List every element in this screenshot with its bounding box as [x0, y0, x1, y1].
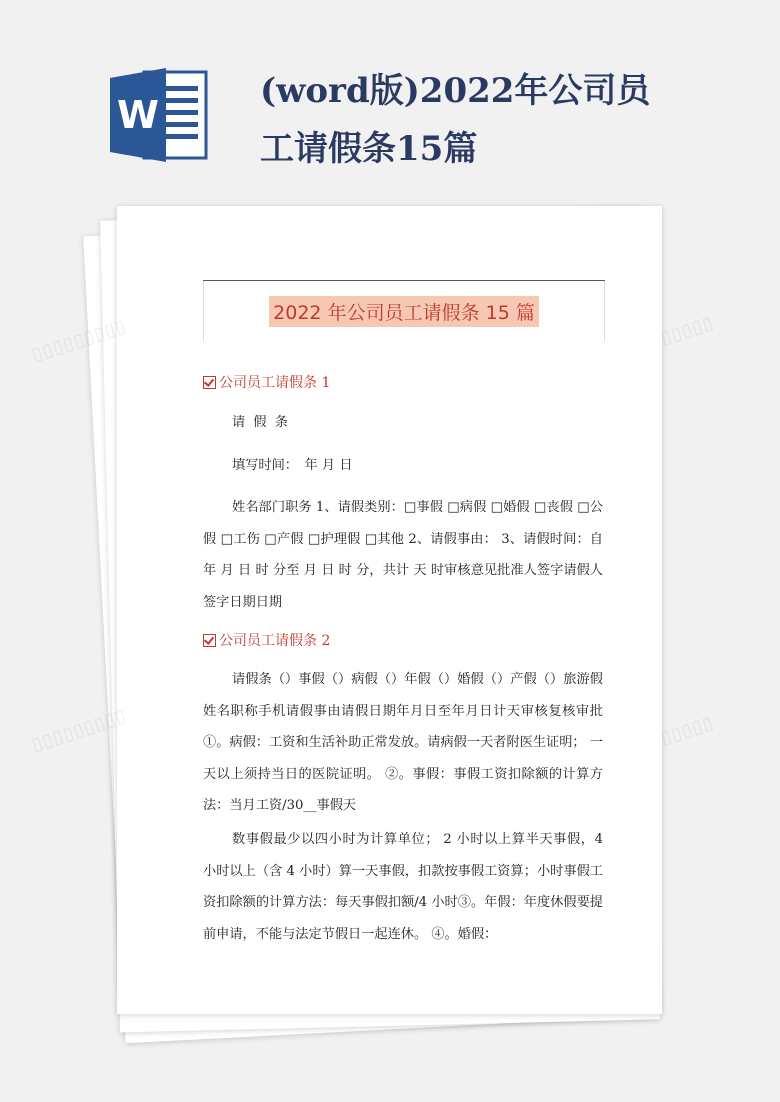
watermark: ▯▯▯▯▯▯▯▯▯	[29, 705, 129, 756]
section-heading-text: 公司员工请假条 2	[219, 633, 331, 649]
paragraph: 请 假 条	[232, 415, 290, 430]
paragraph: 填写时间： 年 月 日	[232, 458, 353, 473]
section-heading-text: 公司员工请假条 1	[219, 375, 331, 391]
paragraph: 姓名部门职务 1、请假类别：□事假 □病假 □婚假 □丧假 □公假 □工伤 □产假 □护理假 □其他 2、请假事由： 3、请假时间：自 年 月 日 时 分至 月 日 时 分，共计 天 时审核意见批准人签字请假人签字日期日期	[203, 500, 603, 610]
section-heading	[203, 630, 330, 650]
word-logo-letter: W	[117, 93, 159, 137]
document-body	[203, 280, 605, 942]
section-heading	[203, 372, 330, 392]
watermark: ▯▯▯▯▯▯▯▯▯	[29, 315, 129, 366]
checkbox-icon	[203, 376, 216, 389]
document-title-box	[203, 281, 605, 341]
document-title: 2022 年公司员工请假条 15 篇	[269, 296, 539, 327]
watermark: ▯▯▯▯▯	[658, 312, 717, 349]
paragraph: 请假条（）事假（）病假（）年假（）婚假（）产假（）旅游假姓名职称手机请假事由请假日期年月日至年月日计天审核复核审批①。病假：工资和生活补助正常发放。请病假一天者附医生证明； 一天以上须持当日的医院证明。 ②。事假：事假工资扣除额的计算方法：当月工资/30__事假天	[203, 672, 603, 813]
page-title: (word版)2022年公司员工请假条15篇	[260, 71, 651, 169]
word-logo-icon	[110, 68, 208, 162]
document-page	[117, 206, 662, 1014]
checkbox-icon	[203, 634, 216, 647]
paragraph: 数事假最少以四小时为计算单位； 2 小时以上算半天事假，4 小时以上（含 4 小时）算一天事假，扣款按事假工资算；小时事假工资扣除额的计算方法：每天事假扣额/4 小时③。年假：年度休假要提前申请，不能与法定节假日一起连休。 ④。婚假：	[203, 832, 603, 942]
watermark: ▯▯▯▯▯	[658, 712, 717, 749]
